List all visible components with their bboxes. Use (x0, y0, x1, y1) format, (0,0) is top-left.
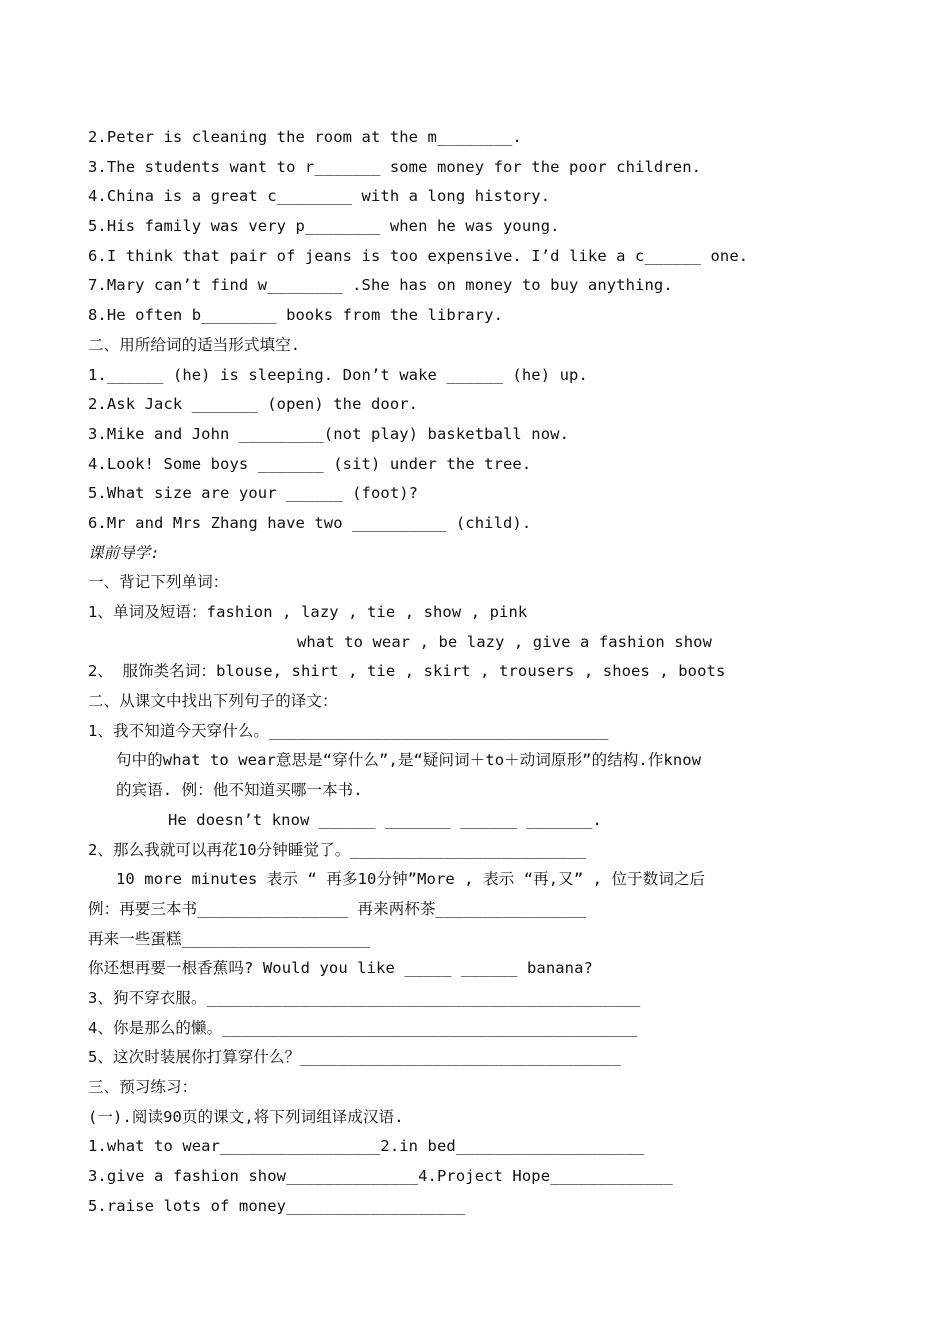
section-heading: 二、从课文中找出下列句子的译文： (88, 692, 338, 711)
worksheet-page (88, 123, 888, 1221)
translation-question: 3、狗不穿衣服。______________________________________________ (88, 988, 641, 1007)
exercise-item: 3.The students want to r_______ some money for the poor children. (88, 157, 702, 176)
exercise-item: 2.Peter is cleaning the room at the m________. (88, 128, 522, 146)
vocab-line: 1、单词及短语：fashion , lazy , tie , show , pink (88, 603, 528, 621)
section-heading: 二、用所给词的适当形式填空. (88, 335, 301, 354)
subsection-heading: (一).阅读90页的课文,将下列词组译成汉语. (88, 1107, 404, 1126)
exercise-item: 7.Mary can’t find w________ .She has on money to buy anything. (88, 276, 673, 295)
translation-question: 2、那么我就可以再花10分钟睡觉了。_________________________ (88, 840, 587, 859)
grammar-note: 的宾语. 例：他不知道买哪一本书. (116, 781, 363, 800)
grammar-note: 10 more minutes 表示 “ 再多10分钟”More , 表示 “再,又” , 位于数词之后 (116, 870, 706, 889)
exercise-item: 6.I think that pair of jeans is too expensive. I’d like a c______ one. (88, 246, 749, 265)
phrase-translation-row: 1.what to wear_________________2.in bed____________________ (88, 1137, 645, 1156)
exercise-item: 4.Look! Some boys _______ (sit) under the tree. (88, 454, 532, 473)
translation-question: 4、你是那么的懒。____________________________________________ (88, 1018, 638, 1037)
exercise-item: 4.China is a great c________ with a long history. (88, 187, 551, 206)
example-line: 你还想再要一根香蕉吗? Would you like _____ ______ banana? (88, 959, 593, 978)
grammar-note: 句中的what to wear意思是“穿什么”,是“疑问词＋to＋动词原形”的结构.作know (116, 751, 702, 770)
phrase-translation-row: 5.raise lots of money___________________ (88, 1196, 466, 1215)
exercise-item: 2.Ask Jack _______ (open) the door. (88, 395, 419, 414)
preview-title: 课前导学: (88, 543, 160, 562)
exercise-item: 6.Mr and Mrs Zhang have two __________ (child). (88, 513, 532, 532)
translation-question: 1、我不知道今天穿什么。____________________________________ (88, 721, 609, 740)
exercise-item: 3.Mike and John _________(not play) basketball now. (88, 424, 570, 443)
example-line: He doesn’t know ______ _______ ______ _______. (168, 810, 602, 829)
example-line: 再来一些蛋糕____________________ (88, 929, 371, 948)
exercise-item: 1.______ (he) is sleeping. Don’t wake ______ (he) up. (88, 365, 588, 384)
exercise-item: 5.What size are your ______ (foot)? (88, 484, 419, 503)
exercise-item: 8.He often b________ books from the library. (88, 306, 503, 325)
section-heading: 三、预习练习： (88, 1078, 198, 1096)
phrase-line: what to wear , be lazy , give a fashion show (297, 632, 712, 651)
vocab-line: 2、 服饰类名词：blouse, shirt , tie , skirt , trousers , shoes , boots (88, 662, 726, 681)
exercise-item: 5.His family was very p________ when he was young. (88, 217, 560, 236)
translation-question: 5、这次时装展你打算穿什么？__________________________________ (88, 1048, 621, 1067)
section-heading: 一、背记下列单词： (88, 573, 229, 592)
phrase-translation-row: 3.give a fashion show______________4.Project Hope_____________ (88, 1167, 673, 1186)
example-line: 例：再要三本书________________ 再来两杯茶________________ (88, 899, 587, 918)
